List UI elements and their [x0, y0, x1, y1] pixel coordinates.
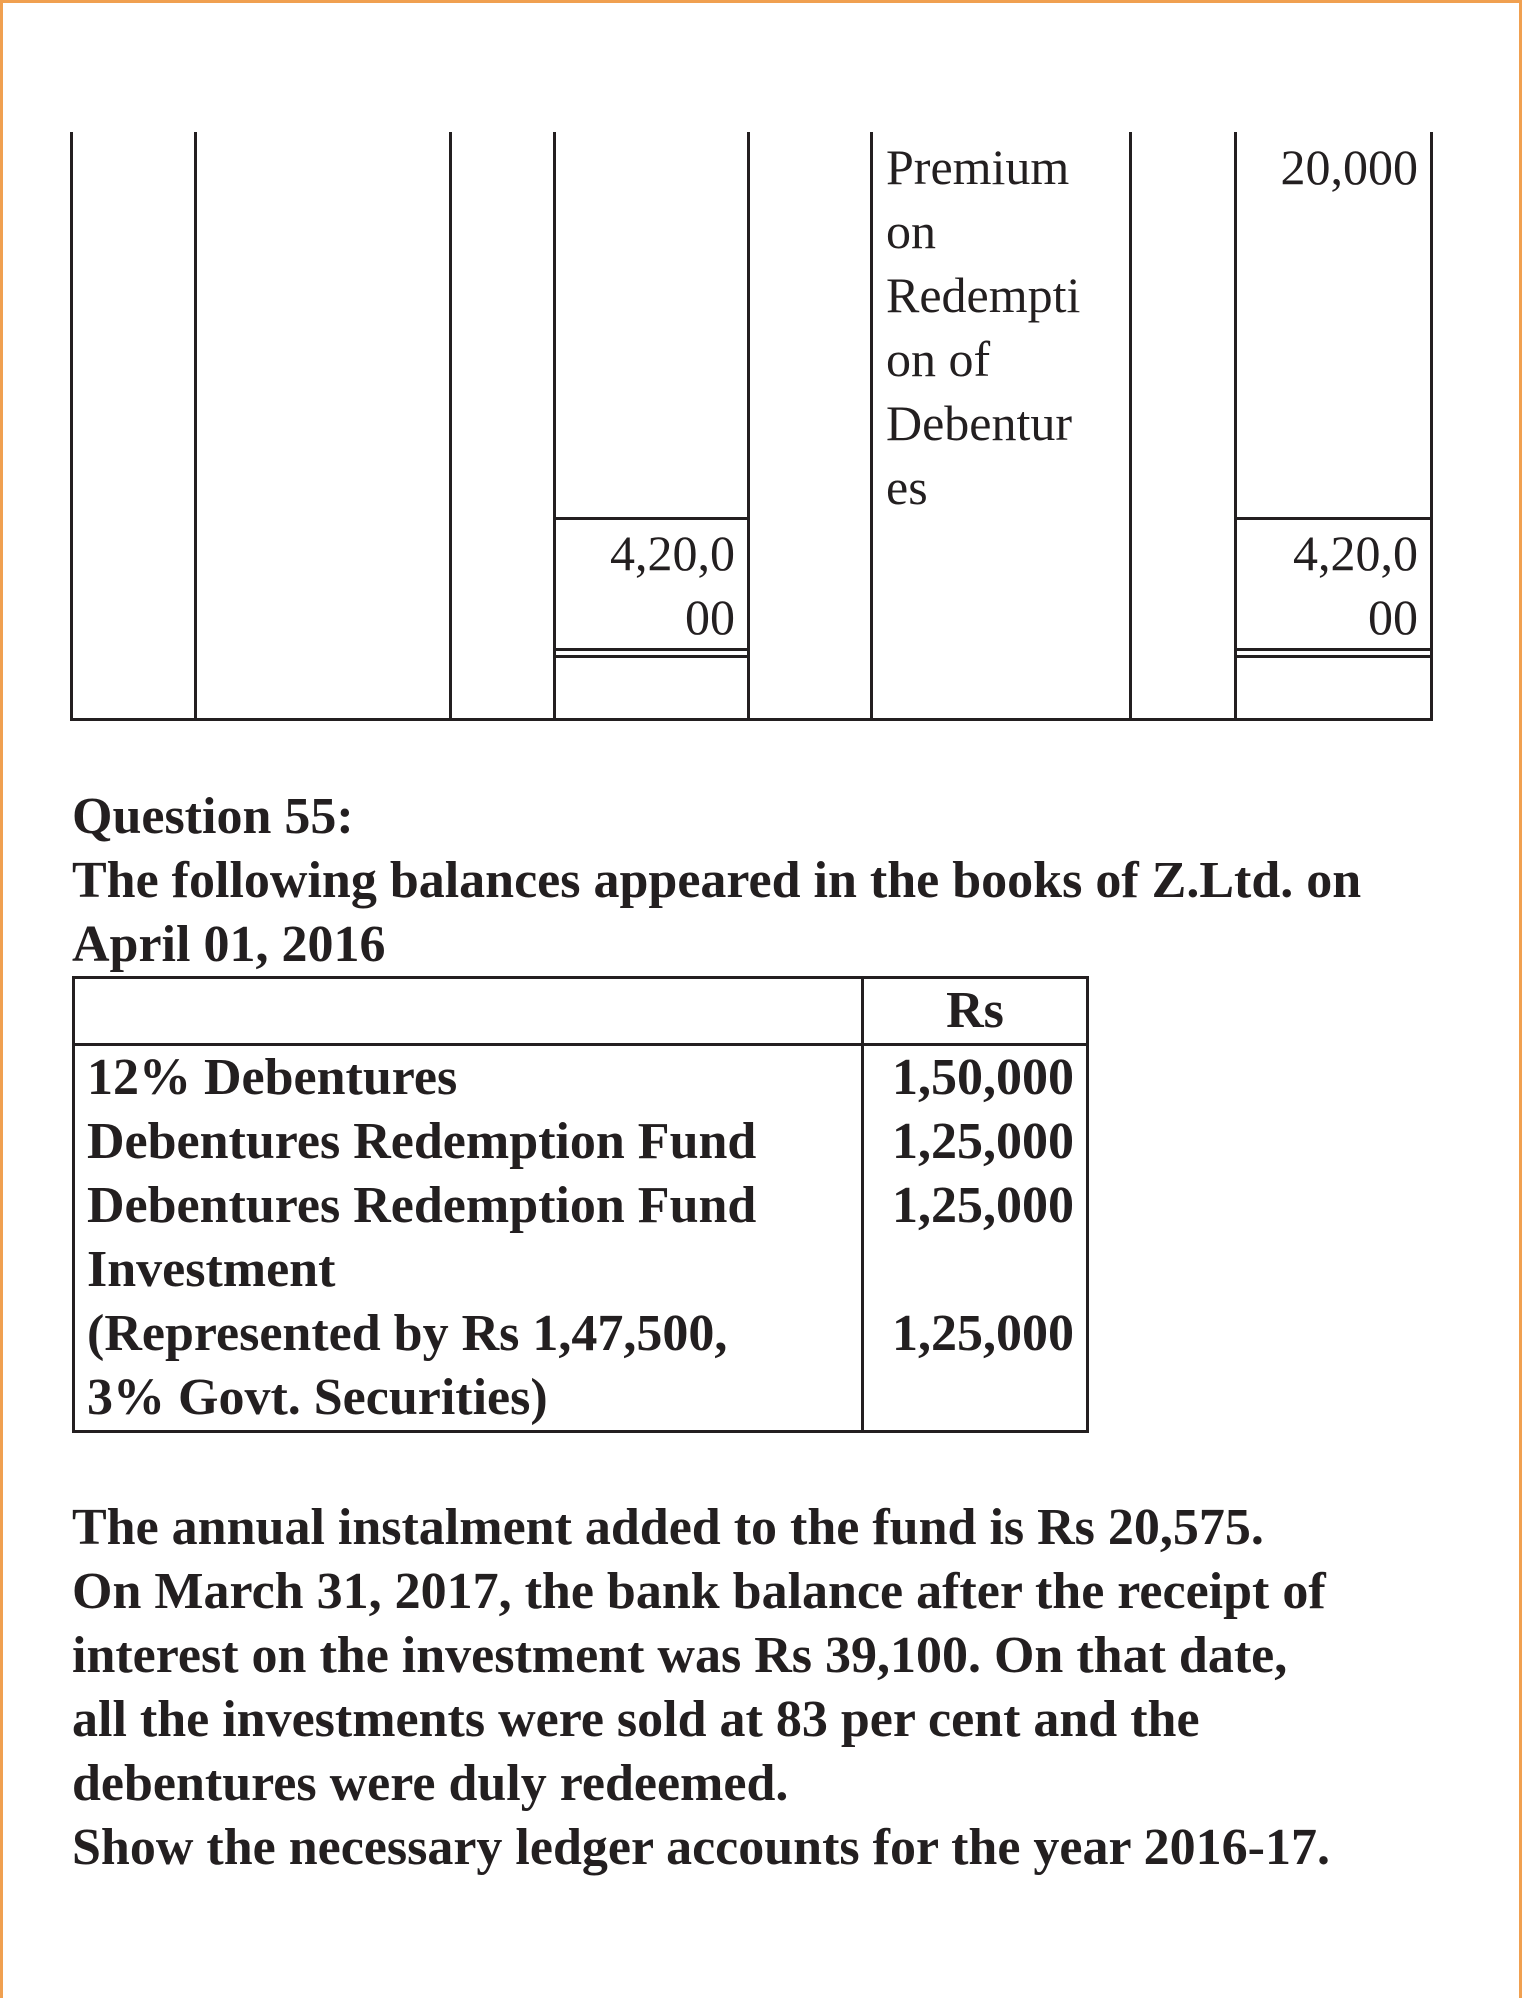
particulars-line: es — [886, 459, 928, 515]
ledger-col-line — [70, 132, 73, 721]
total-rule-top — [553, 517, 750, 520]
debit-total — [560, 521, 735, 649]
row-label: Investment — [87, 1241, 336, 1298]
ledger-col-line — [1430, 132, 1433, 721]
row-label: (Represented by Rs 1,47,500, — [87, 1305, 728, 1362]
question-body — [72, 1496, 1492, 1880]
balances-table — [72, 976, 1089, 1433]
ledger-col-line — [747, 132, 750, 721]
ledger-fragment — [0, 0, 1522, 730]
debit-total-line: 4,20,0 — [610, 525, 735, 581]
body-line: interest on the investment was Rs 39,100. On that date, — [72, 1627, 1288, 1684]
row-amount: 1,25,000 — [892, 1113, 1074, 1170]
total-rule-double — [1234, 655, 1433, 658]
row-label: Debentures Redemption Fund — [87, 1113, 757, 1170]
question-intro: The following balances appeared in the books of Z.Ltd. on April 01, 2016 — [72, 852, 1362, 973]
credit-total — [1240, 521, 1418, 649]
row-amount — [864, 1238, 1086, 1302]
particulars-line: on — [886, 203, 936, 259]
body-line: debentures were duly redeemed. — [72, 1755, 789, 1812]
header-particulars-cell — [74, 978, 863, 1045]
ledger-col-line — [194, 132, 197, 721]
ledger-col-line — [870, 132, 873, 721]
question-title: Question 55: — [72, 788, 354, 845]
ledger-bottom-line — [70, 718, 1433, 721]
amount-cell — [863, 1045, 1088, 1432]
body-line: Show the necessary ledger accounts for the year 2016-17. — [72, 1819, 1330, 1876]
row-label: 12% Debentures — [87, 1049, 458, 1106]
particulars-premium-on-redemption — [886, 135, 1126, 519]
particulars-line: Redempti — [886, 267, 1081, 323]
body-line: all the investments were sold at 83 per cent and the — [72, 1691, 1200, 1748]
particulars-line: Debentur — [886, 395, 1073, 451]
table-header-row — [74, 978, 1088, 1045]
total-rule-top — [1234, 517, 1433, 520]
ledger-col-line — [1129, 132, 1132, 721]
particulars-line: Premium — [886, 139, 1070, 195]
row-amount — [864, 1366, 1086, 1430]
row-amount: 1,25,000 — [892, 1305, 1074, 1362]
particulars-cell — [74, 1045, 863, 1432]
total-rule-double — [553, 655, 750, 658]
header-amount-cell: Rs — [863, 978, 1088, 1045]
debit-total-line: 00 — [685, 589, 735, 645]
credit-total-line: 4,20,0 — [1293, 525, 1418, 581]
body-line: The annual instalment added to the fund is Rs 20,575. — [72, 1499, 1264, 1556]
row-amount: 1,25,000 — [892, 1177, 1074, 1234]
credit-total-line: 00 — [1368, 589, 1418, 645]
credit-amount: 20,000 — [1280, 139, 1418, 195]
row-amount: 1,50,000 — [892, 1049, 1074, 1106]
body-line: On March 31, 2017, the bank balance after the receipt of — [72, 1563, 1326, 1620]
ledger-col-line — [553, 132, 556, 721]
ledger-col-line — [449, 132, 452, 721]
table-body-row — [74, 1045, 1088, 1432]
particulars-line: on of — [886, 331, 991, 387]
ledger-col-line — [1234, 132, 1237, 721]
row-label: 3% Govt. Securities) — [87, 1369, 548, 1426]
row-label: Debentures Redemption Fund — [87, 1177, 757, 1234]
